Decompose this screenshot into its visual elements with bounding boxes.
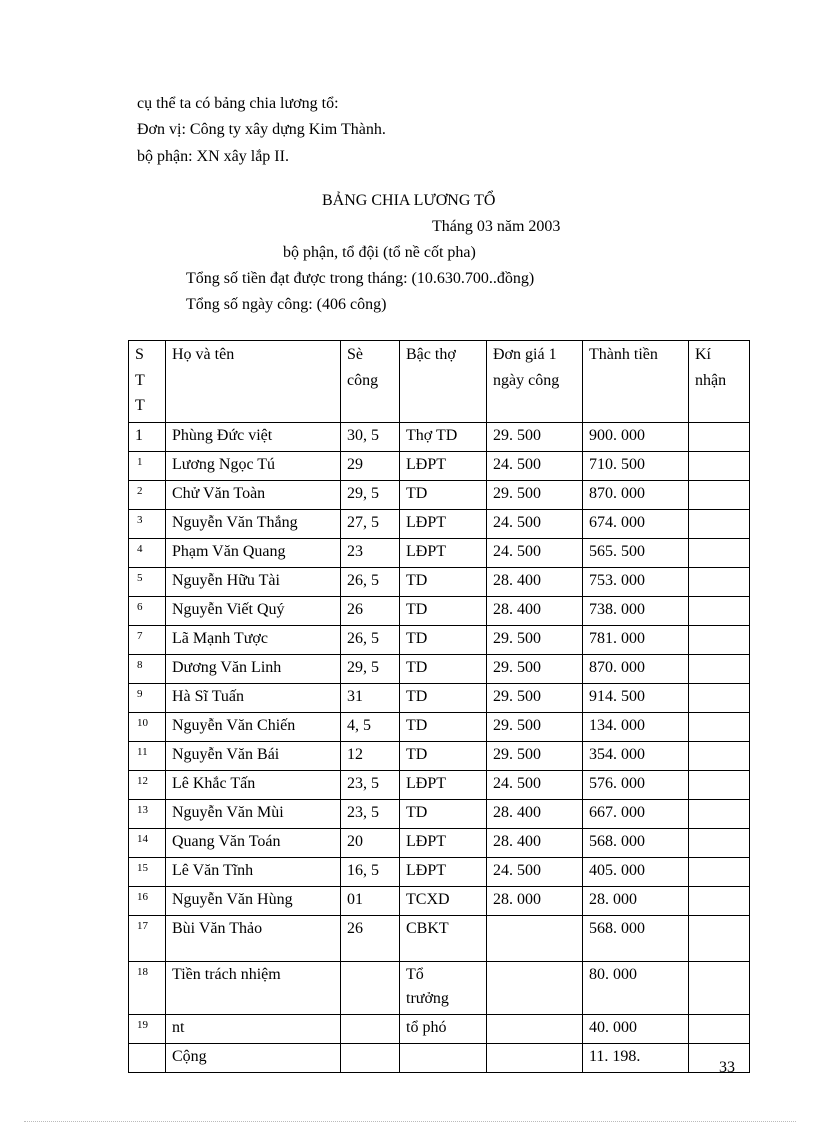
cell-stt: 16	[129, 886, 166, 915]
cell-grade: LĐPT	[400, 857, 487, 886]
cell-grade: TD	[400, 799, 487, 828]
table-row	[129, 596, 750, 625]
cell-amount: 674. 000	[583, 509, 689, 538]
cell-name: Phùng Đức việt	[166, 422, 341, 451]
cell-name: Dương Văn Linh	[166, 654, 341, 683]
cell-grade: TCXD	[400, 886, 487, 915]
cell-rate: 29. 500	[487, 654, 583, 683]
table-title: BẢNG CHIA LƯƠNG TỔ	[322, 192, 496, 209]
cell-sign	[689, 857, 750, 886]
cell-amount: 568. 000	[583, 828, 689, 857]
cell-sign	[689, 451, 750, 480]
cell-stt	[129, 1043, 166, 1072]
cell-rate	[487, 1043, 583, 1072]
cell-amount: 870. 000	[583, 480, 689, 509]
cell-amount: 28. 000	[583, 886, 689, 915]
cell-name: Lương Ngọc Tú	[166, 451, 341, 480]
cell-name: Chử Văn Toàn	[166, 480, 341, 509]
intro-line-3: bộ phận: XN xây lắp II.	[137, 148, 289, 165]
cell-sign	[689, 1014, 750, 1043]
cell-name: Nguyễn Hữu Tài	[166, 567, 341, 596]
cell-stt: 10	[129, 712, 166, 741]
table-row	[129, 683, 750, 712]
cell-amount: 80. 000	[583, 961, 689, 1014]
table-row	[129, 451, 750, 480]
cell-name: Nguyễn Văn Chiến	[166, 712, 341, 741]
cell-rate	[487, 961, 583, 1014]
cell-amount: 11. 198.	[583, 1043, 689, 1072]
table-row	[129, 509, 750, 538]
cell-rate	[487, 915, 583, 961]
page-bottom-rule	[24, 1121, 796, 1122]
cell-grade: TD	[400, 480, 487, 509]
cell-amount: 40. 000	[583, 1014, 689, 1043]
cell-rate: 29. 500	[487, 741, 583, 770]
cell-grade: TD	[400, 683, 487, 712]
cell-stt: 14	[129, 828, 166, 857]
cell-sign	[689, 654, 750, 683]
cell-name: nt	[166, 1014, 341, 1043]
cell-name: Phạm Văn Quang	[166, 538, 341, 567]
cell-days: 20	[341, 828, 400, 857]
cell-sign	[689, 828, 750, 857]
table-row	[129, 886, 750, 915]
cell-sign	[689, 712, 750, 741]
cell-amount: 576. 000	[583, 770, 689, 799]
cell-grade: TD	[400, 741, 487, 770]
cell-rate: 28. 400	[487, 596, 583, 625]
cell-days: 16, 5	[341, 857, 400, 886]
cell-days: 26, 5	[341, 567, 400, 596]
cell-days: 29, 5	[341, 654, 400, 683]
cell-amount: 568. 000	[583, 915, 689, 961]
table-row	[129, 857, 750, 886]
cell-sign	[689, 915, 750, 961]
cell-stt: 7	[129, 625, 166, 654]
cell-rate: 28. 400	[487, 799, 583, 828]
cell-stt: 6	[129, 596, 166, 625]
cell-days: 26	[341, 596, 400, 625]
cell-sign	[689, 886, 750, 915]
cell-grade: LĐPT	[400, 828, 487, 857]
cell-name: Nguyễn Văn Hùng	[166, 886, 341, 915]
cell-stt: 9	[129, 683, 166, 712]
cell-grade: TD	[400, 654, 487, 683]
cell-amount: 354. 000	[583, 741, 689, 770]
cell-grade: TD	[400, 625, 487, 654]
cell-rate: 24. 500	[487, 770, 583, 799]
header-name: Họ và tên	[166, 341, 341, 423]
total-money-line: Tổng số tiền đạt được trong tháng: (10.630.700..đồng)	[186, 270, 535, 287]
cell-sign	[689, 625, 750, 654]
total-days-line: Tổng số ngày công: (406 công)	[186, 296, 387, 313]
cell-stt: 1	[129, 451, 166, 480]
cell-sign	[689, 961, 750, 1014]
month-line: Tháng 03 năm 2003	[432, 218, 561, 235]
cell-days	[341, 961, 400, 1014]
cell-amount: 134. 000	[583, 712, 689, 741]
cell-sign	[689, 422, 750, 451]
cell-name: Nguyễn Viết Quý	[166, 596, 341, 625]
cell-grade: tổ phó	[400, 1014, 487, 1043]
cell-stt: 3	[129, 509, 166, 538]
cell-days: 29, 5	[341, 480, 400, 509]
cell-rate: 29. 500	[487, 480, 583, 509]
cell-stt: 15	[129, 857, 166, 886]
cell-stt: 19	[129, 1014, 166, 1043]
cell-grade: TD	[400, 596, 487, 625]
cell-days: 23, 5	[341, 770, 400, 799]
cell-days: 12	[341, 741, 400, 770]
header-amount: Thành tiền	[583, 341, 689, 423]
cell-days	[341, 1043, 400, 1072]
cell-rate: 29. 500	[487, 625, 583, 654]
cell-sign	[689, 741, 750, 770]
cell-amount: 900. 000	[583, 422, 689, 451]
cell-name: Nguyễn Văn Bái	[166, 741, 341, 770]
cell-rate: 24. 500	[487, 451, 583, 480]
cell-amount: 565. 500	[583, 538, 689, 567]
salary-table	[128, 340, 750, 1073]
table-row	[129, 480, 750, 509]
cell-grade: LĐPT	[400, 451, 487, 480]
cell-grade	[400, 1043, 487, 1072]
cell-name: Lê Văn Tĩnh	[166, 857, 341, 886]
cell-stt: 13	[129, 799, 166, 828]
cell-rate: 24. 500	[487, 857, 583, 886]
cell-amount: 667. 000	[583, 799, 689, 828]
header-stt: S T T	[129, 341, 166, 423]
cell-days: 23, 5	[341, 799, 400, 828]
cell-sign	[689, 509, 750, 538]
cell-grade: Tổ trưởng	[400, 961, 487, 1014]
cell-sign	[689, 480, 750, 509]
table-row	[129, 1014, 750, 1043]
cell-stt: 12	[129, 770, 166, 799]
table-row	[129, 770, 750, 799]
cell-amount: 405. 000	[583, 857, 689, 886]
cell-days: 30, 5	[341, 422, 400, 451]
cell-amount: 738. 000	[583, 596, 689, 625]
cell-amount: 914. 500	[583, 683, 689, 712]
table-row	[129, 741, 750, 770]
cell-amount: 753. 000	[583, 567, 689, 596]
cell-name: Hà Sĩ Tuấn	[166, 683, 341, 712]
table-row	[129, 567, 750, 596]
header-grade: Bậc thợ	[400, 341, 487, 423]
table-header-row	[129, 341, 750, 423]
cell-rate: 28. 400	[487, 567, 583, 596]
cell-sign	[689, 596, 750, 625]
table-row	[129, 538, 750, 567]
table-row	[129, 654, 750, 683]
cell-days: 29	[341, 451, 400, 480]
cell-sign	[689, 567, 750, 596]
cell-grade: TD	[400, 712, 487, 741]
table-row	[129, 422, 750, 451]
cell-rate: 29. 500	[487, 712, 583, 741]
cell-grade: Thợ TD	[400, 422, 487, 451]
intro-line-1: cụ thể ta có bảng chia lương tổ:	[137, 95, 339, 112]
cell-stt: 17	[129, 915, 166, 961]
table-row	[129, 712, 750, 741]
header-days: Sè công	[341, 341, 400, 423]
cell-rate: 24. 500	[487, 509, 583, 538]
cell-rate: 29. 500	[487, 422, 583, 451]
cell-name: Cộng	[166, 1043, 341, 1072]
cell-amount: 710. 500	[583, 451, 689, 480]
cell-stt: 5	[129, 567, 166, 596]
cell-rate: 28. 400	[487, 828, 583, 857]
cell-sign	[689, 770, 750, 799]
cell-days	[341, 1014, 400, 1043]
cell-days: 4, 5	[341, 712, 400, 741]
cell-days: 01	[341, 886, 400, 915]
cell-days: 23	[341, 538, 400, 567]
cell-name: Nguyễn Văn Mùi	[166, 799, 341, 828]
intro-line-2: Đơn vị: Công ty xây dựng Kim Thành.	[137, 121, 386, 138]
cell-rate	[487, 1014, 583, 1043]
cell-name: Lã Mạnh Tược	[166, 625, 341, 654]
cell-name: Tiền trách nhiệm	[166, 961, 341, 1014]
cell-days: 26	[341, 915, 400, 961]
cell-rate: 28. 000	[487, 886, 583, 915]
cell-sign	[689, 799, 750, 828]
team-line: bộ phận, tổ đội (tổ nề cốt pha)	[283, 244, 476, 261]
cell-grade: LĐPT	[400, 770, 487, 799]
cell-days: 31	[341, 683, 400, 712]
cell-grade: CBKT	[400, 915, 487, 961]
table-row	[129, 961, 750, 1014]
cell-stt: 4	[129, 538, 166, 567]
page-number: 33	[719, 1059, 735, 1076]
table-row	[129, 625, 750, 654]
cell-rate: 24. 500	[487, 538, 583, 567]
cell-name: Bùi Văn Thảo	[166, 915, 341, 961]
cell-stt: 1	[129, 422, 166, 451]
cell-sign	[689, 538, 750, 567]
cell-stt: 8	[129, 654, 166, 683]
cell-days: 27, 5	[341, 509, 400, 538]
cell-grade: TD	[400, 567, 487, 596]
cell-name: Lê Khắc Tấn	[166, 770, 341, 799]
cell-amount: 870. 000	[583, 654, 689, 683]
cell-stt: 18	[129, 961, 166, 1014]
table-row	[129, 1043, 750, 1072]
cell-amount: 781. 000	[583, 625, 689, 654]
table-row	[129, 915, 750, 961]
cell-sign	[689, 683, 750, 712]
cell-grade: LĐPT	[400, 509, 487, 538]
cell-stt: 11	[129, 741, 166, 770]
cell-stt: 2	[129, 480, 166, 509]
header-rate: Đơn giá 1 ngày công	[487, 341, 583, 423]
cell-grade: LĐPT	[400, 538, 487, 567]
cell-rate: 29. 500	[487, 683, 583, 712]
cell-name: Quang Văn Toán	[166, 828, 341, 857]
table-row	[129, 799, 750, 828]
cell-name: Nguyễn Văn Thắng	[166, 509, 341, 538]
header-sign: Kí nhận	[689, 341, 750, 423]
cell-days: 26, 5	[341, 625, 400, 654]
table-row	[129, 828, 750, 857]
